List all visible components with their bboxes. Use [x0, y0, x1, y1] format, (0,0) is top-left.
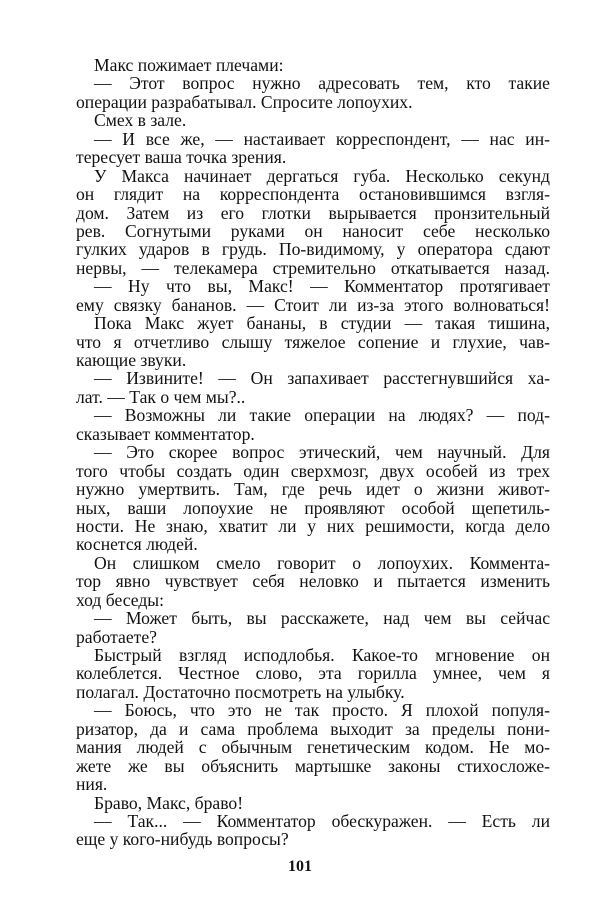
text-line: работаете? — [76, 626, 157, 647]
text-line: Пока Макс жует бананы, в студии — такая тишина, — [94, 313, 550, 334]
text-line: он глядит на корреспондента остановившимся взгля- — [76, 184, 550, 205]
text-line: того чтобы создать один сверхмозг, двух особей из трех — [76, 460, 550, 481]
text-line: нервы, — телекамера стремительно откатывается назад. — [76, 257, 550, 278]
text-line: что я отчетливо слышу тяжелое сопение и глухие, чав- — [76, 331, 550, 352]
text-line: У Макса начинает дергаться губа. Несколько секунд — [94, 165, 550, 186]
text-line: — Может быть, вы расскажете, над чем вы сейчас — [94, 608, 550, 629]
text-line: ризатор, да и сама проблема выходит за пределы пони- — [76, 718, 550, 739]
text-line: тересует ваша точка зрения. — [76, 147, 287, 168]
text-line: — Боюсь, что это не так просто. Я плохой популя- — [94, 700, 550, 721]
text-line: кающие звуки. — [76, 350, 187, 370]
text-line: Браво, Макс, браво! — [94, 792, 244, 813]
text-line: ных, ваши лопоухие не проявляют особой щепетиль- — [76, 497, 550, 518]
text-line: полагал. Достаточно посмотреть на улыбку. — [76, 681, 405, 702]
text-line: ему связку бананов. — Стоит ли из-за этого волноваться! — [76, 294, 550, 315]
text-line: гулких ударов в грудь. По-видимому, у оператора сдают — [76, 239, 550, 260]
text-line: Он слишком смело говорит о лопоухих. Коммента- — [94, 552, 550, 573]
text-line: — Этот вопрос нужно адресовать тем, кто такие — [94, 73, 550, 94]
text-line: тор явно чувствует себя неловко и пытается изменить — [76, 571, 550, 592]
text-line: — Ну что вы, Макс! — Комментатор протягивает — [94, 276, 550, 297]
text-line: Смех в зале. — [94, 110, 187, 131]
text-line: Быстрый взгляд исподлобья. Какое-то мгновение он — [94, 645, 550, 665]
text-line: мания людей с обычным генетическим кодом. Не мо- — [76, 737, 550, 758]
text-line: — Так... — Комментатор обескуражен. — Есть ли — [94, 810, 550, 831]
text-line: жете же вы объяснить мартышке законы стихосложе- — [76, 755, 550, 776]
text-line: Макс пожимает плечами: — [94, 55, 284, 75]
page-number: 101 — [288, 858, 312, 875]
text-line: ности. Не знаю, хватит ли у них решимости, когда дело — [76, 515, 550, 536]
text-line: коснется людей. — [76, 534, 198, 555]
text-line: рев. Согнутыми руками он наносит себе несколько — [76, 220, 550, 241]
text-line: ния. — [76, 774, 108, 795]
text-line: ход беседы: — [76, 589, 164, 610]
text-line: нужно умертвить. Там, где речь идет о жизни живот- — [76, 479, 550, 500]
page-text — [76, 56, 550, 849]
text-line: лат. — Так о чем мы?.. — [76, 386, 246, 407]
text-line: — Возможны ли такие операции на людях? — под- — [94, 405, 550, 426]
text-line: колеблется. Честное слово, эта горилла умнее, чем я — [76, 663, 550, 684]
text-line: операции разрабатывал. Спросите лопоухих. — [76, 91, 413, 112]
text-line: — И все же, — настаивает корреспондент, — нас ин- — [94, 128, 550, 149]
text-line: дом. Затем из его глотки вырывается пронзительный — [76, 202, 550, 223]
text-line: сказывает комментатор. — [76, 423, 255, 444]
text-line: — Это скорее вопрос этический, чем научный. Для — [94, 442, 550, 463]
text-line: — Извините! — Он запахивает расстегнувшийся ха- — [94, 368, 550, 389]
text-line: еще у кого-нибудь вопросы? — [76, 829, 289, 850]
